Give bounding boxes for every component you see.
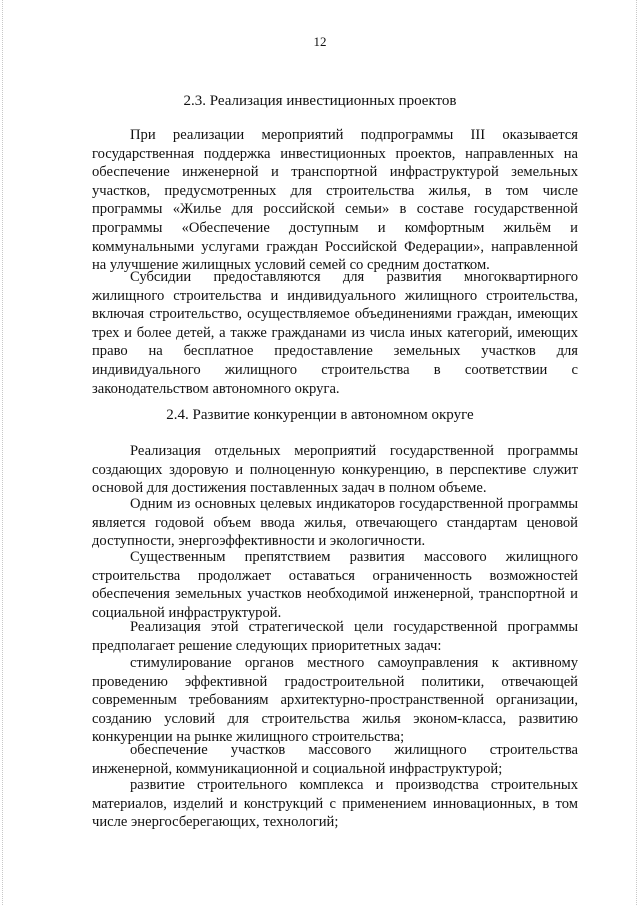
paragraph: Одним из основных целевых индикаторов государственной программы является годовой объем ввода жилья, отвечающего стандартам ценовой доступности, энергоэффективности и экологичности. — [92, 496, 578, 550]
paragraph: Реализация этой стратегической цели государственной программы предполагает решение следующих приоритетных задач: — [92, 619, 578, 654]
scan-edge-right — [636, 0, 638, 905]
list-item: обеспечение участков массового жилищного строительства инженерной, коммуникационной и социальной инфраструктурой; — [92, 742, 578, 777]
paragraph: При реализации мероприятий подпрограммы III оказывается государственная поддержка инвестиционных проектов, направленных на обеспечение инженерной и транспортной инфраструктурой земельных участков, предусмотренных для строительства жилья, в том числе программы «Жилье для российской семьи» в составе государственной программы «Обеспечение доступным и комфортным жильём и коммунальными услугами граждан Российской Федерации», направленной на улучшение жилищных условий семей со средним достатком. — [92, 127, 578, 274]
scan-edge-left — [2, 0, 4, 905]
list-item: стимулирование органов местного самоуправления к активному проведению эффективной градостроительной политики, отвечающей современным требованиям архитектурно-пространственной организации, созданию условий для строительства жилья эконом-класса, развитию конкуренции на рынке жилищного строительства; — [92, 655, 578, 746]
section-heading-2-3: 2.3. Реализация инвестиционных проектов — [183, 93, 457, 109]
paragraph: Реализация отдельных мероприятий государственной программы создающих здоровую и полноценную конкуренцию, в перспективе служит основой для достижения поставленных задач в полном объеме. — [92, 443, 578, 497]
list-item: развитие строительного комплекса и производства строительных материалов, изделий и конструкций с применением инновационных, в том числе энергосберегающих, технологий; — [92, 777, 578, 831]
section-heading-2-4: 2.4. Развитие конкуренции в автономном округе — [166, 407, 474, 423]
paragraph: Субсидии предоставляются для развития многоквартирного жилищного строительства и индивидуального жилищного строительства, включая строительство, осуществляемое объединениями граждан, имеющих трех и более детей, а также гражданами из числа иных категорий, имеющих право на бесплатное предоставление земельных участков для индивидуального жилищного строительства в соответствии с законодательством автономного округа. — [92, 269, 578, 397]
paragraph: Существенным препятствием развития массового жилищного строительства продолжает оставаться ограниченность возможностей обеспечения земельных участков необходимой инженерной, транспортной и социальной инфраструктурой. — [92, 549, 578, 621]
page-number: 12 — [313, 34, 327, 49]
